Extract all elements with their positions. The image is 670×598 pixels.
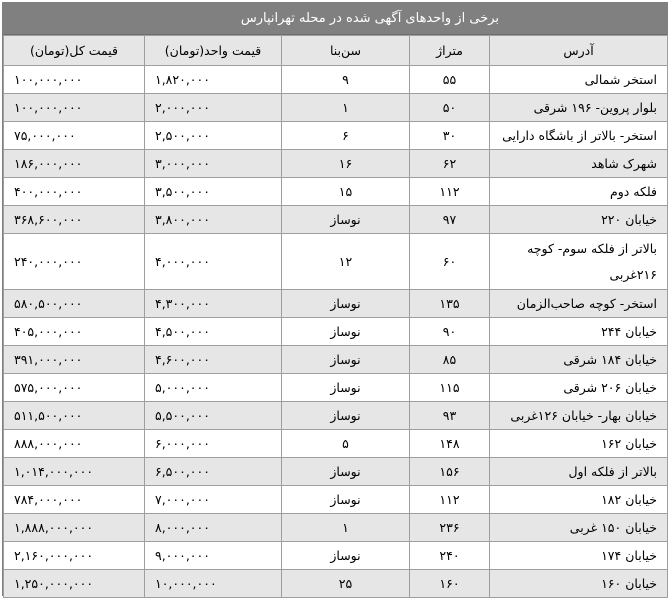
cell-address: خیابان ۲۲۰ (490, 206, 668, 234)
header-age: سن‌بنا (282, 36, 410, 66)
cell-area: ۳۰ (410, 122, 490, 150)
cell-address: فلکه دوم (490, 178, 668, 206)
cell-area: ۲۴۰ (410, 542, 490, 570)
listings-table (3, 35, 668, 598)
table-row (4, 570, 668, 598)
cell-unit-price: ۱۰,۰۰۰,۰۰۰ (145, 570, 282, 598)
table-title: برخی از واحدهای آگهی شده در محله تهرانپارس (3, 3, 667, 35)
cell-total-price: ۵۱۱,۵۰۰,۰۰۰ (4, 402, 145, 430)
cell-address: شهرک شاهد (490, 150, 668, 178)
cell-address: بلوار پروین- ۱۹۶ شرقی (490, 94, 668, 122)
cell-age: ۱۶ (282, 150, 410, 178)
cell-total-price: ۵۷۵,۰۰۰,۰۰۰ (4, 374, 145, 402)
cell-area: ۹۰ (410, 318, 490, 346)
cell-area: ۱۱۲ (410, 178, 490, 206)
listings-panel (2, 2, 668, 596)
table-row (4, 234, 668, 290)
cell-total-price: ۸۸۸,۰۰۰,۰۰۰ (4, 430, 145, 458)
header-address: آدرس (490, 36, 668, 66)
cell-unit-price: ۵,۰۰۰,۰۰۰ (145, 374, 282, 402)
cell-unit-price: ۳,۵۰۰,۰۰۰ (145, 178, 282, 206)
cell-age: نوساز (282, 486, 410, 514)
cell-total-price: ۱,۲۵۰,۰۰۰,۰۰۰ (4, 570, 145, 598)
cell-age: ۹ (282, 66, 410, 94)
cell-total-price: ۷۵,۰۰۰,۰۰۰ (4, 122, 145, 150)
cell-total-price: ۳۹۱,۰۰۰,۰۰۰ (4, 346, 145, 374)
cell-unit-price: ۷,۰۰۰,۰۰۰ (145, 486, 282, 514)
cell-age: نوساز (282, 374, 410, 402)
cell-age: ۱ (282, 94, 410, 122)
table-row (4, 514, 668, 542)
cell-area: ۱۳۵ (410, 290, 490, 318)
cell-unit-price: ۳,۰۰۰,۰۰۰ (145, 150, 282, 178)
cell-unit-price: ۴,۵۰۰,۰۰۰ (145, 318, 282, 346)
table-row (4, 94, 668, 122)
cell-address: خیابان ۱۵۰ غربی (490, 514, 668, 542)
cell-area: ۹۳ (410, 402, 490, 430)
cell-total-price: ۴۰۵,۰۰۰,۰۰۰ (4, 318, 145, 346)
cell-total-price: ۵۸۰,۵۰۰,۰۰۰ (4, 290, 145, 318)
cell-age: ۶ (282, 122, 410, 150)
cell-address: خیابان ۱۷۴ (490, 542, 668, 570)
cell-total-price: ۱,۸۸۸,۰۰۰,۰۰۰ (4, 514, 145, 542)
cell-address: خیابان ۱۸۴ شرقی (490, 346, 668, 374)
header-unit-price: قیمت واحد(تومان) (145, 36, 282, 66)
cell-address: بالاتر از فلکه سوم- کوچه ۲۱۶غربی (490, 234, 668, 290)
cell-area: ۱۱۲ (410, 486, 490, 514)
cell-area: ۲۳۶ (410, 514, 490, 542)
table-row (4, 430, 668, 458)
cell-area: ۸۵ (410, 346, 490, 374)
table-row (4, 402, 668, 430)
cell-address: خیابان ۲۰۶ شرقی (490, 374, 668, 402)
cell-age: ۱ (282, 514, 410, 542)
cell-unit-price: ۸,۰۰۰,۰۰۰ (145, 514, 282, 542)
cell-total-price: ۴۰۰,۰۰۰,۰۰۰ (4, 178, 145, 206)
cell-address: بالاتر از فلکه اول (490, 458, 668, 486)
cell-total-price: ۱۸۶,۰۰۰,۰۰۰ (4, 150, 145, 178)
cell-address: خیابان بهار- خیابان ۱۲۶غربی (490, 402, 668, 430)
cell-area: ۱۴۸ (410, 430, 490, 458)
cell-address: خیابان ۱۸۲ (490, 486, 668, 514)
header-area: متراژ (410, 36, 490, 66)
cell-area: ۵۵ (410, 66, 490, 94)
table-row (4, 486, 668, 514)
cell-age: ۲۵ (282, 570, 410, 598)
cell-age: ۵ (282, 430, 410, 458)
cell-area: ۶۰ (410, 234, 490, 290)
cell-age: نوساز (282, 290, 410, 318)
cell-area: ۱۶۰ (410, 570, 490, 598)
cell-unit-price: ۱,۸۲۰,۰۰۰ (145, 66, 282, 94)
table-row (4, 458, 668, 486)
cell-unit-price: ۹,۰۰۰,۰۰۰ (145, 542, 282, 570)
cell-total-price: ۱۰۰,۰۰۰,۰۰۰ (4, 66, 145, 94)
cell-address: استخر- کوچه صاحب‌الزمان (490, 290, 668, 318)
cell-unit-price: ۴,۶۰۰,۰۰۰ (145, 346, 282, 374)
table-row (4, 374, 668, 402)
cell-unit-price: ۳,۸۰۰,۰۰۰ (145, 206, 282, 234)
cell-area: ۶۲ (410, 150, 490, 178)
table-row (4, 178, 668, 206)
cell-age: ۱۲ (282, 234, 410, 290)
cell-area: ۱۱۵ (410, 374, 490, 402)
cell-total-price: ۲۴۰,۰۰۰,۰۰۰ (4, 234, 145, 290)
table-row (4, 542, 668, 570)
cell-unit-price: ۴,۳۰۰,۰۰۰ (145, 290, 282, 318)
table-row (4, 346, 668, 374)
table-row (4, 206, 668, 234)
cell-unit-price: ۴,۰۰۰,۰۰۰ (145, 234, 282, 290)
cell-address: خیابان ۱۶۲ (490, 430, 668, 458)
cell-area: ۵۰ (410, 94, 490, 122)
cell-age: نوساز (282, 318, 410, 346)
cell-unit-price: ۲,۰۰۰,۰۰۰ (145, 94, 282, 122)
cell-age: نوساز (282, 542, 410, 570)
table-row (4, 150, 668, 178)
cell-total-price: ۱,۰۱۴,۰۰۰,۰۰۰ (4, 458, 145, 486)
cell-unit-price: ۲,۵۰۰,۰۰۰ (145, 122, 282, 150)
table-row (4, 318, 668, 346)
cell-unit-price: ۶,۵۰۰,۰۰۰ (145, 458, 282, 486)
cell-address: استخر شمالی (490, 66, 668, 94)
cell-age: نوساز (282, 206, 410, 234)
cell-address: خیابان ۱۶۰ (490, 570, 668, 598)
cell-address: خیابان ۲۴۴ (490, 318, 668, 346)
cell-address: استخر- بالاتر از باشگاه دارایی (490, 122, 668, 150)
table-row (4, 122, 668, 150)
cell-total-price: ۱۰۰,۰۰۰,۰۰۰ (4, 94, 145, 122)
header-row (4, 36, 668, 66)
cell-age: نوساز (282, 402, 410, 430)
cell-age: نوساز (282, 458, 410, 486)
cell-area: ۱۵۶ (410, 458, 490, 486)
table-row (4, 290, 668, 318)
cell-total-price: ۳۶۸,۶۰۰,۰۰۰ (4, 206, 145, 234)
cell-age: نوساز (282, 346, 410, 374)
cell-unit-price: ۵,۵۰۰,۰۰۰ (145, 402, 282, 430)
cell-area: ۹۷ (410, 206, 490, 234)
header-total-price: قیمت کل(تومان) (4, 36, 145, 66)
cell-age: ۱۵ (282, 178, 410, 206)
cell-total-price: ۲,۱۶۰,۰۰۰,۰۰۰ (4, 542, 145, 570)
cell-unit-price: ۶,۰۰۰,۰۰۰ (145, 430, 282, 458)
cell-total-price: ۷۸۴,۰۰۰,۰۰۰ (4, 486, 145, 514)
table-row (4, 66, 668, 94)
